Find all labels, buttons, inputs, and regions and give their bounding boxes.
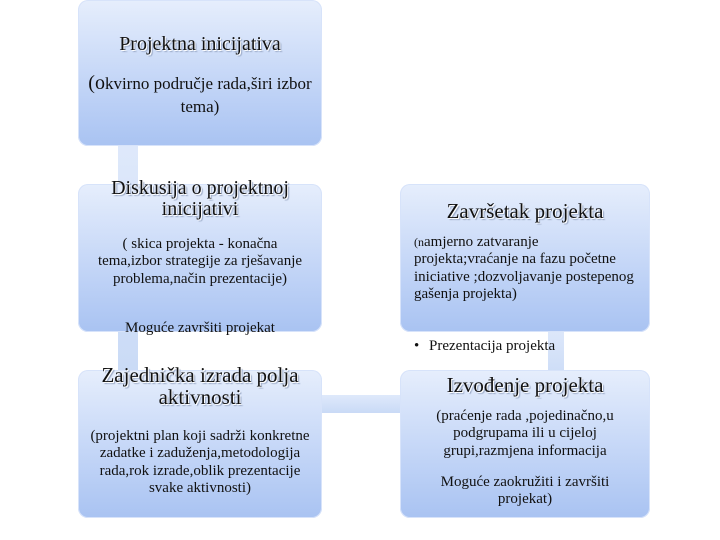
- box-project-execution-body: (praćenje rada ,pojedinačno,u podgrupama ili u cijeloj grupi,razmjena informacija: [436, 408, 614, 459]
- box-discussion-body: ( skica projekta - konačna tema,izbor strategije za rješavanje problema,način prezentacije): [97, 236, 303, 287]
- initiative-body-rest: kvirno područje rada,širi izbor tema): [104, 74, 312, 116]
- box-project-completion-body: [400, 234, 650, 303]
- box-project-initiative-title: Projektna inicijativa: [119, 33, 281, 55]
- completion-body-rest: amjerno zatvaranje projekta;vraćanje na fazu početne iniciative ;dozvoljavanje postepenog gašenja projekta): [414, 234, 634, 302]
- box-joint-activities-body: (projektni plan koji sadrži konkretne zadatke i zaduženja,metodologija rada,rok izrade,oblik prezentacije svake aktivnosti): [90, 428, 310, 496]
- box-discussion-note: Moguće završiti projekat: [125, 320, 275, 336]
- box-project-execution: [400, 370, 650, 518]
- box-discussion: [78, 177, 322, 336]
- initiative-body-prefix: (o: [88, 72, 105, 94]
- box-project-execution-note: Moguće zaokružiti i završiti projekat): [440, 474, 610, 508]
- box-project-completion-title: Završetak projekta: [446, 199, 604, 223]
- bullet-text: Prezentacija projekta: [429, 338, 556, 354]
- box-project-completion-bullet: [400, 338, 650, 355]
- box-project-completion: [400, 184, 650, 354]
- box-joint-activities-title: Zajednička izrada polja aktivnosti: [101, 363, 299, 410]
- bullet-dot-icon: •: [414, 338, 420, 354]
- box-project-initiative: [78, 0, 322, 146]
- box-project-execution-title: Izvođenje projekta: [446, 373, 604, 397]
- box-project-initiative-body: [78, 70, 322, 118]
- completion-body-prefix: (n: [414, 235, 424, 249]
- box-joint-activities: [78, 363, 322, 518]
- box-discussion-title: Diskusija o projektnoj inicijativi: [111, 177, 289, 220]
